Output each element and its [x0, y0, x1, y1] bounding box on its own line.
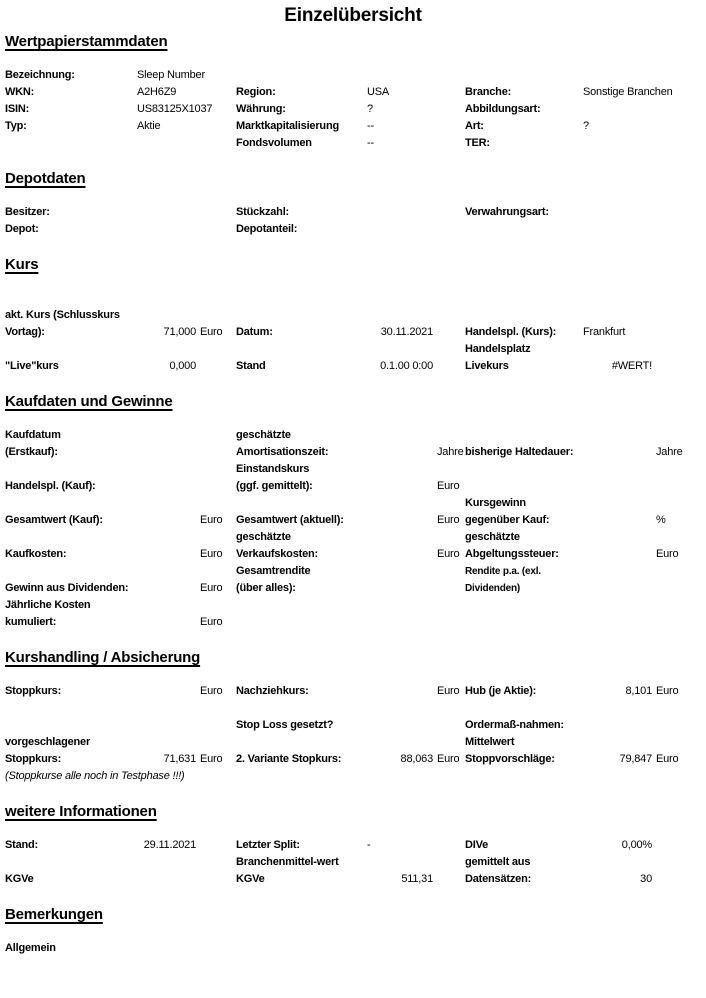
- label-2-variante-stopkurs: 2. Variante Stopkurs:: [236, 753, 342, 765]
- section-heading-line: [5, 28, 706, 67]
- label-gesamtwert-kauf: Gesamtwert (Kauf):: [5, 514, 103, 526]
- value-0-1-00-0-00: 0.1.00 0:00: [380, 360, 433, 372]
- field-row: [5, 597, 706, 614]
- label-ter: TER:: [465, 137, 490, 149]
- unit-field: %: [656, 514, 666, 526]
- label-rendite-p-a-exl: Rendite p.a. (exl.: [465, 566, 541, 577]
- section-kaufdaten-und-gewinne: [5, 375, 706, 631]
- section-heading-line: [5, 238, 706, 290]
- field-row: [5, 614, 706, 631]
- label-fondsvolumen: Fondsvolumen: [236, 137, 312, 149]
- field-row: [5, 84, 706, 101]
- label-amortisationszeit: Amortisationszeit:: [236, 446, 329, 458]
- label-besitzer: Besitzer:: [5, 206, 50, 218]
- field-row: [5, 871, 706, 888]
- value-79-847: 79,847: [619, 753, 652, 765]
- field-row: [5, 580, 706, 597]
- section-rows: [5, 67, 706, 152]
- label-gewinn-aus-dividenden: Gewinn aus Dividenden:: [5, 582, 129, 594]
- label-abbildungsart: Abbildungsart:: [465, 103, 541, 115]
- field-row: [5, 221, 706, 238]
- field-row: [5, 495, 706, 512]
- value-0-000: 0,000: [169, 360, 196, 372]
- label-stand: Stand:: [5, 839, 39, 851]
- field-row: [5, 854, 706, 871]
- label-kgve: KGVe: [5, 873, 34, 885]
- label-kaufdatum: Kaufdatum: [5, 429, 61, 441]
- label-ueber-alles: (über alles):: [236, 582, 296, 594]
- value-frankfurt: Frankfurt: [583, 326, 626, 338]
- field-row: [5, 563, 706, 580]
- value-30-11-2021: 30.11.2021: [380, 326, 433, 338]
- label-datensaetzen: Datensätzen:: [465, 873, 532, 885]
- section-rows: [5, 683, 706, 785]
- section-rows: [5, 427, 706, 631]
- section-weitere-informationen: [5, 785, 706, 888]
- unit-jahre: Jahre: [437, 446, 464, 458]
- value-field: ?: [367, 103, 373, 115]
- label-handelspl-kurs: Handelspl. (Kurs):: [465, 326, 557, 338]
- page-title: Einzelübersicht: [284, 5, 422, 26]
- value-71-000: 71,000: [163, 326, 196, 338]
- field-row: [5, 67, 706, 84]
- label-stoppvorschlaege: Stoppvorschläge:: [465, 753, 555, 765]
- label-geschaetzte: geschätzte: [465, 531, 520, 543]
- label-dividenden: Dividenden): [465, 583, 521, 594]
- label-stoppkurs: Stoppkurs:: [5, 753, 62, 765]
- field-row: [5, 512, 706, 529]
- section-depotdaten: [5, 152, 706, 238]
- section-rows: [5, 837, 706, 888]
- label-wkn: WKN:: [5, 86, 35, 98]
- unit-euro: Euro: [437, 685, 460, 697]
- section-heading-kaufdaten-und-gewinne: Kaufdaten und Gewinne: [5, 393, 173, 410]
- label-stoppkurse-alle-noch-in-testphase: (Stoppkurse alle noch in Testphase !!!): [5, 770, 185, 782]
- label-kgve: KGVe: [236, 873, 265, 885]
- field-row: [5, 118, 706, 135]
- label-marktkapitalisierung: Marktkapitalisierung: [236, 120, 339, 132]
- section-kurs: [5, 238, 706, 375]
- section-kurshandling-absicherung: [5, 631, 706, 785]
- section-heading-line: [5, 152, 706, 204]
- value-usa: USA: [367, 86, 390, 98]
- label-stand: Stand: [236, 360, 266, 372]
- label-dive: DIVe: [465, 839, 489, 851]
- label-erstkauf: (Erstkauf):: [5, 446, 58, 458]
- label-geschaetzte: geschätzte: [236, 429, 291, 441]
- report-sections: [5, 28, 706, 957]
- value-aktie: Aktie: [137, 120, 161, 132]
- label-region: Region:: [236, 86, 276, 98]
- label-depotanteil: Depotanteil:: [236, 223, 298, 235]
- label-abgeltungssteuer: Abgeltungssteuer:: [465, 548, 559, 560]
- section-heading-depotdaten: Depotdaten: [5, 170, 86, 187]
- section-heading-line: [5, 785, 706, 837]
- label-allgemein: Allgemein: [5, 942, 56, 954]
- value-29-11-2021: 29.11.2021: [143, 839, 196, 851]
- section-heading-line: [5, 631, 706, 683]
- unit-euro: Euro: [656, 548, 679, 560]
- unit-euro: Euro: [200, 582, 223, 594]
- label-ggf-gemittelt: (ggf. gemittelt):: [236, 480, 313, 492]
- label-ordermass-nahmen: Ordermaß-nahmen:: [465, 719, 564, 731]
- field-row: [5, 358, 706, 375]
- value-71-631: 71,631: [163, 753, 196, 765]
- field-row: [5, 529, 706, 546]
- label-verwahrungsart: Verwahrungsart:: [465, 206, 549, 218]
- label-kursgewinn: Kursgewinn: [465, 497, 526, 509]
- value-sleep-number: Sleep Number: [137, 69, 205, 81]
- unit-euro: Euro: [437, 548, 460, 560]
- unit-euro: Euro: [200, 548, 223, 560]
- unit-jahre: Jahre: [656, 446, 683, 458]
- label-branche: Branche:: [465, 86, 512, 98]
- label-kumuliert: kumuliert:: [5, 616, 57, 628]
- label-vortag: Vortag):: [5, 326, 45, 338]
- section-rows: [5, 940, 706, 957]
- value-sonstige-branchen: Sonstige Branchen: [583, 86, 673, 98]
- label-verkaufskosten: Verkaufskosten:: [236, 548, 318, 560]
- unit-euro: Euro: [437, 480, 460, 492]
- unit-euro: Euro: [200, 326, 223, 338]
- field-row: [5, 307, 706, 324]
- value-0-00: 0,00%: [621, 839, 652, 851]
- value-8-101: 8,101: [625, 685, 652, 697]
- section-wertpapierstammdaten: [5, 28, 706, 152]
- field-row: [5, 546, 706, 563]
- unit-euro: Euro: [200, 685, 223, 697]
- field-row: [5, 427, 706, 444]
- label-depot: Depot:: [5, 223, 39, 235]
- value-field: ?: [583, 120, 589, 132]
- section-heading-weitere-informationen: weitere Informationen: [5, 803, 157, 820]
- field-row: [5, 734, 706, 751]
- label-gemittelt-aus: gemittelt aus: [465, 856, 531, 868]
- label-nachziehkurs: Nachziehkurs:: [236, 685, 309, 697]
- field-row: [5, 204, 706, 221]
- section-rows: [5, 204, 706, 238]
- label-gegenueber-kauf: gegenüber Kauf:: [465, 514, 550, 526]
- unit-euro: Euro: [656, 685, 679, 697]
- value-a2h6z9: A2H6Z9: [137, 86, 177, 98]
- label-typ: Typ:: [5, 120, 27, 132]
- label-isin: ISIN:: [5, 103, 30, 115]
- unit-euro: Euro: [437, 514, 460, 526]
- label-live-kurs: "Live"kurs: [5, 360, 59, 372]
- value-511-31: 511,31: [401, 873, 433, 885]
- field-row: [5, 768, 706, 785]
- section-bemerkungen: [5, 888, 706, 957]
- value-field: --: [367, 137, 374, 149]
- label-hub-je-aktie: Hub (je Aktie):: [465, 685, 537, 697]
- field-row: [5, 444, 706, 461]
- unit-euro: Euro: [200, 753, 223, 765]
- unit-euro: Euro: [200, 616, 223, 628]
- label-datum: Datum:: [236, 326, 273, 338]
- field-row: [5, 478, 706, 495]
- label-branchenmittel-wert: Branchenmittel-wert: [236, 856, 339, 868]
- label-art: Art:: [465, 120, 484, 132]
- field-row: [5, 461, 706, 478]
- label-handelspl-kauf: Handelspl. (Kauf):: [5, 480, 96, 492]
- value-field: -: [367, 839, 371, 851]
- section-heading-wertpapierstammdaten: Wertpapierstammdaten: [5, 33, 168, 50]
- label-stueckzahl: Stückzahl:: [236, 206, 290, 218]
- label-jaehrliche-kosten: Jährliche Kosten: [5, 599, 91, 611]
- label-stop-loss-gesetzt: Stop Loss gesetzt?: [236, 719, 334, 731]
- spacer-row: [5, 700, 706, 717]
- section-rows: [5, 290, 706, 375]
- label-bisherige-haltedauer: bisherige Haltedauer:: [465, 446, 574, 458]
- field-row: [5, 683, 706, 700]
- field-row: [5, 101, 706, 118]
- label-mittelwert: Mittelwert: [465, 736, 515, 748]
- value-field: --: [367, 120, 374, 132]
- section-heading-kurshandling-absicherung: Kurshandling / Absicherung: [5, 649, 201, 666]
- label-kaufkosten: Kaufkosten:: [5, 548, 67, 560]
- label-stoppkurs: Stoppkurs:: [5, 685, 62, 697]
- label-einstandskurs: Einstandskurs: [236, 463, 310, 475]
- value-us83125x1037: US83125X1037: [137, 103, 213, 115]
- spacer-row: [5, 290, 706, 307]
- label-gesamtrendite: Gesamtrendite: [236, 565, 311, 577]
- section-heading-line: [5, 888, 706, 940]
- field-row: [5, 837, 706, 854]
- unit-euro: Euro: [200, 514, 223, 526]
- value-88-063: 88,063: [400, 753, 433, 765]
- label-bezeichnung: Bezeichnung:: [5, 69, 75, 81]
- field-row: [5, 135, 706, 152]
- field-row: [5, 717, 706, 734]
- label-geschaetzte: geschätzte: [236, 531, 291, 543]
- field-row: [5, 324, 706, 341]
- unit-euro: Euro: [437, 753, 460, 765]
- field-row: [5, 341, 706, 358]
- label-waehrung: Währung:: [236, 103, 286, 115]
- field-row: [5, 940, 706, 957]
- value-wert: #WERT!: [611, 360, 652, 372]
- unit-euro: Euro: [656, 753, 679, 765]
- label-letzter-split: Letzter Split:: [236, 839, 300, 851]
- label-gesamtwert-aktuell: Gesamtwert (aktuell):: [236, 514, 344, 526]
- section-heading-line: [5, 375, 706, 427]
- label-vorgeschlagener: vorgeschlagener: [5, 736, 91, 748]
- label-akt-kurs-schlusskurs: akt. Kurs (Schlusskurs: [5, 309, 120, 321]
- label-handelsplatz: Handelsplatz: [465, 343, 531, 355]
- label-livekurs: Livekurs: [465, 360, 509, 372]
- value-30: 30: [640, 873, 652, 885]
- section-heading-bemerkungen: Bemerkungen: [5, 906, 103, 923]
- field-row: [5, 751, 706, 768]
- section-heading-kurs: Kurs: [5, 256, 39, 273]
